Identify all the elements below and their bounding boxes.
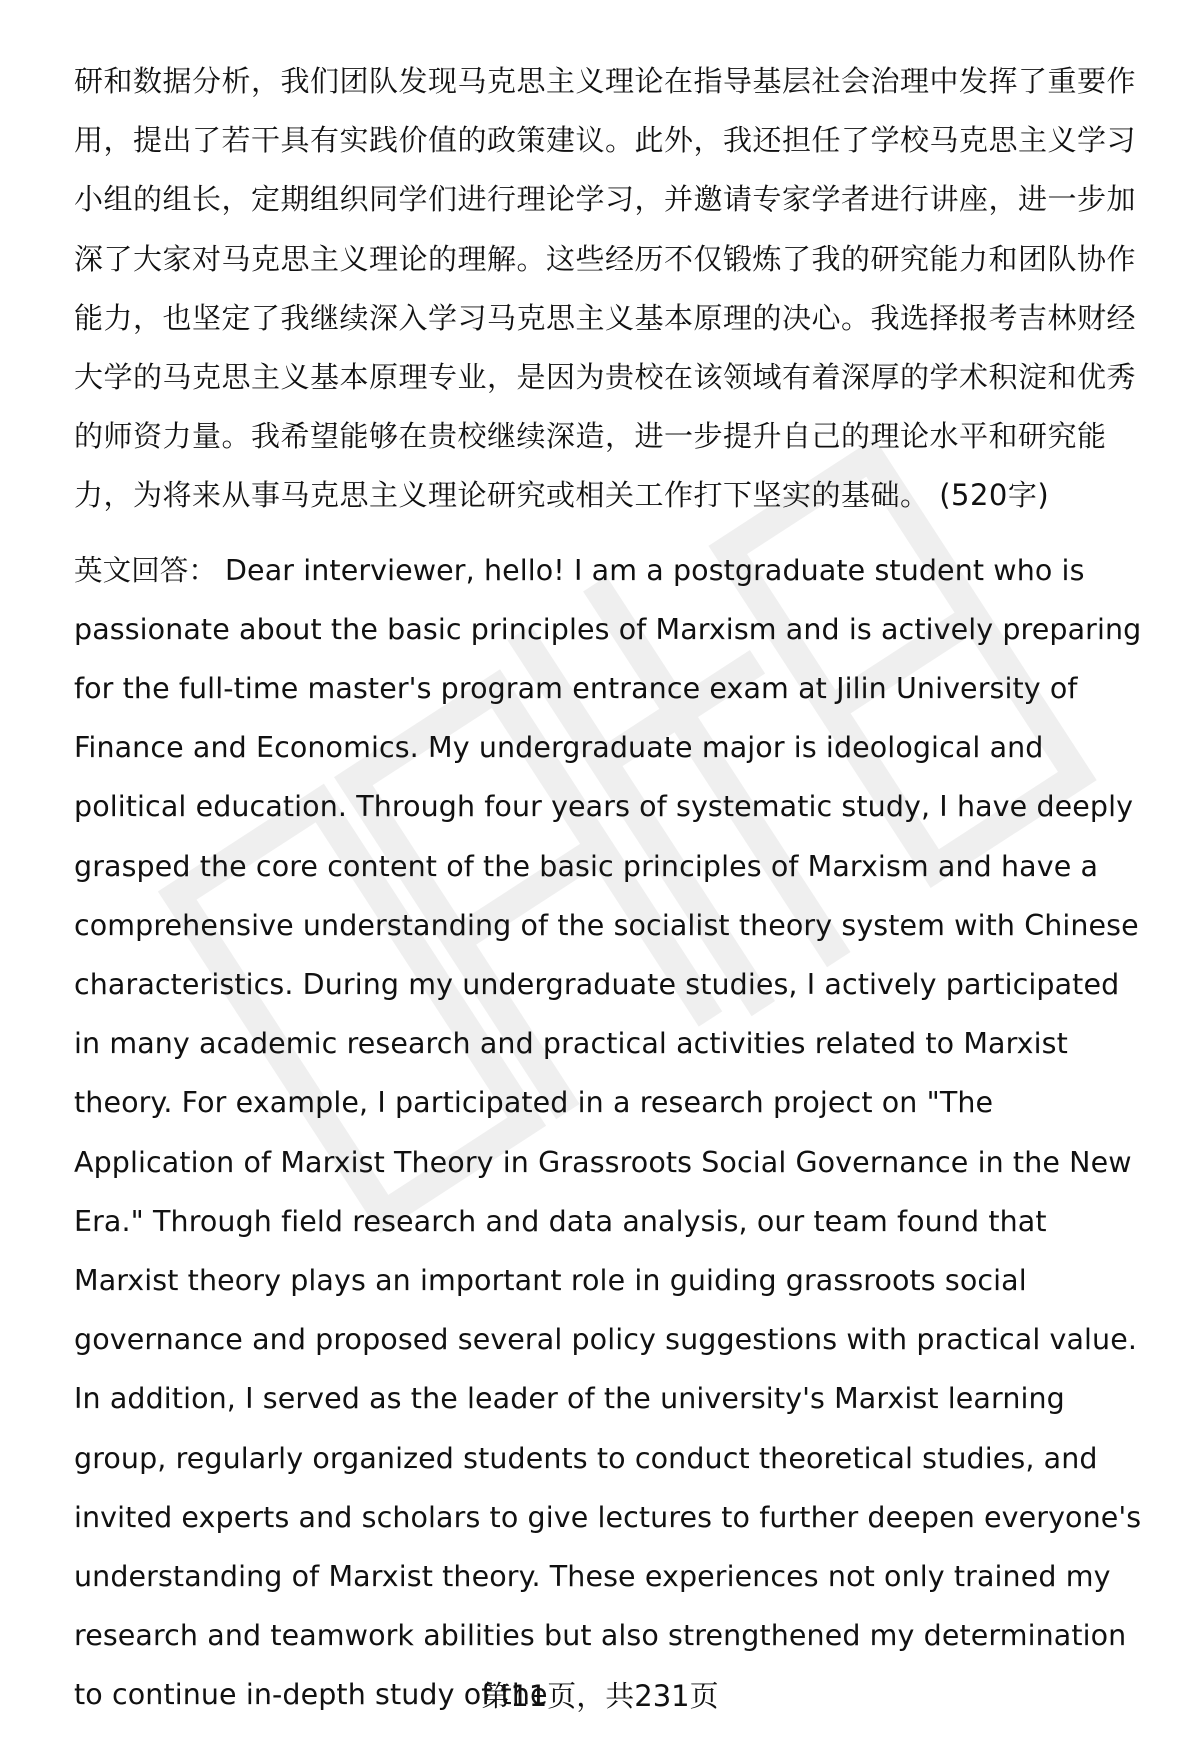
page-number-footer: 第11页，共231页: [481, 1679, 719, 1713]
english-answer-label: 英文回答：: [74, 553, 218, 587]
english-answer-paragraph: [74, 541, 1149, 1725]
english-answer-text: Dear interviewer, hello! I am a postgraduate student who is passionate about the basic principles of Marxism and is actively preparing for the full-time master's program entrance exam at Jilin University of Finance and Economics. My undergraduate major is ideological and political education. Through four years of systematic study, I have deeply grasped the core content of the basic principles of Marxism and have a comprehensive understanding of the socialist theory system with Chinese characteristics. During my undergraduate studies, I actively participated in many academic research and practical activities related to Marxist theory. For example, I participated in a research project on "The Application of Marxist Theory in Grassroots Social Governance in the New Era." Through field research and data analysis, our team found that Marxist theory plays an important role in guiding grassroots social governance and proposed several policy suggestions with practical value. In addition, I served as the leader of the university's Marxist learning group, regularly organized students to conduct theoretical studies, and invited experts and scholars to give lectures to further deepen everyone's understanding of Marxist theory. These experiences not only trained my research and teamwork abilities but also strengthened my determination to continue in-depth study of the: [74, 553, 1142, 1712]
page-content: [74, 52, 1149, 1725]
chinese-answer-paragraph: 研和数据分析，我们团队发现马克思主义理论在指导基层社会治理中发挥了重要作用，提出了若干具有实践价值的政策建议。此外，我还担任了学校马克思主义学习小组的组长，定期组织同学们进行理论学习，并邀请专家学者进行讲座，进一步加深了大家对马克思主义理论的理解。这些经历不仅锻炼了我的研究能力和团队协作能力，也坚定了我继续深入学习马克思主义基本原理的决心。我选择报考吉林财经大学的马克思主义基本原理专业，是因为贵校在该领域有着深厚的学术积淀和优秀的师资力量。我希望能够在贵校继续深造，进一步提升自己的理论水平和研究能力，为将来从事马克思主义理论研究或相关工作打下坚实的基础。 (520字): [74, 64, 1137, 513]
